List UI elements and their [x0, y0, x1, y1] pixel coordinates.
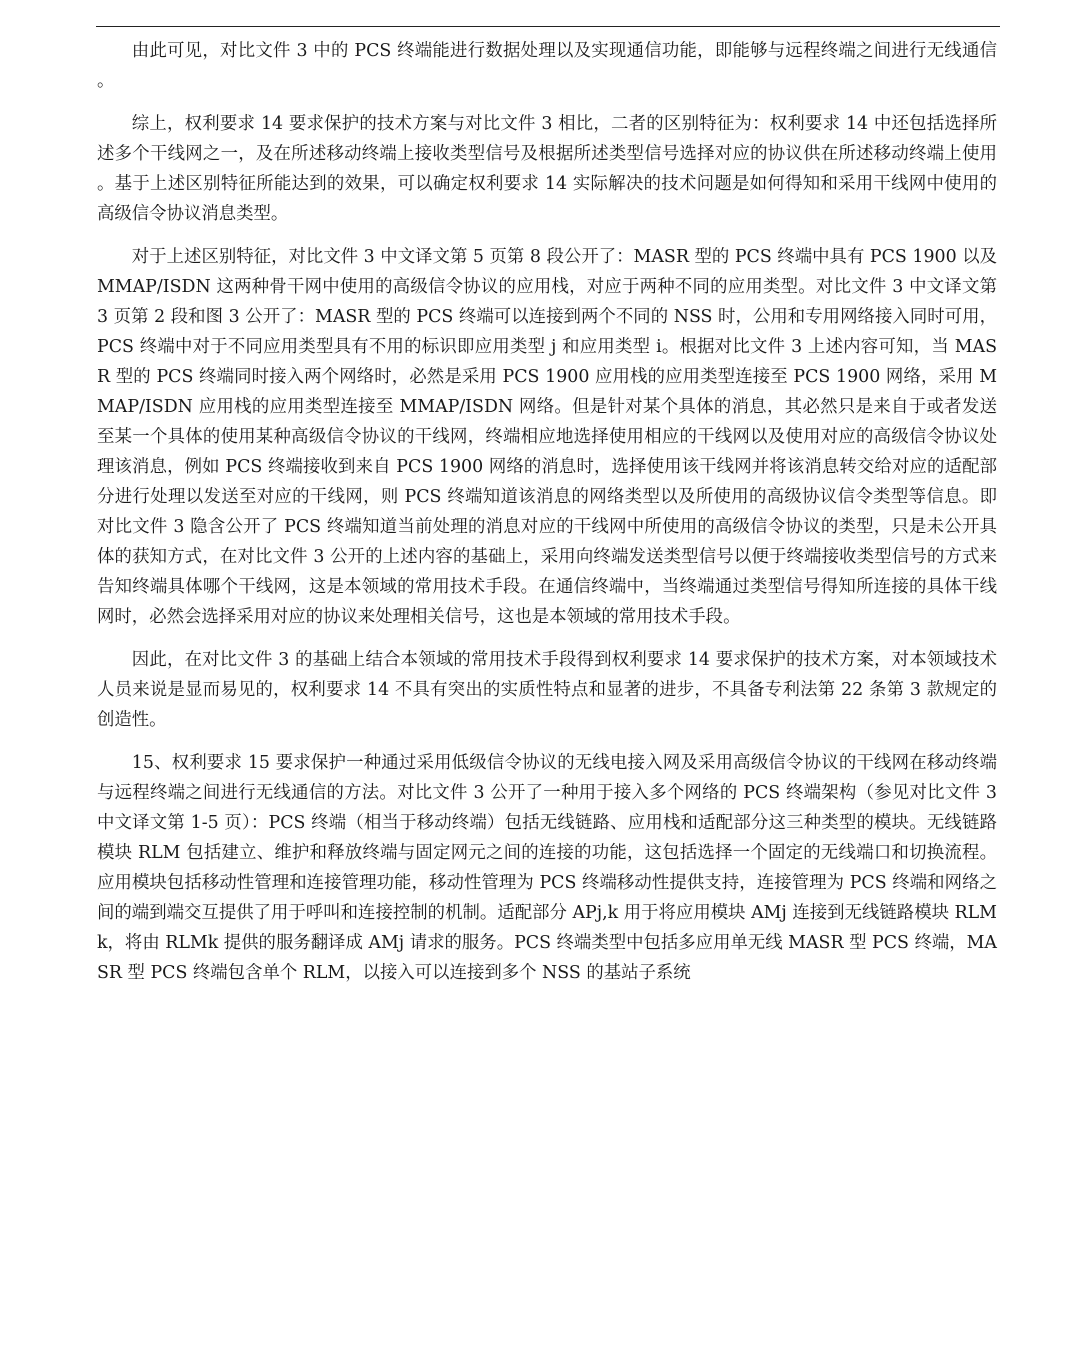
paragraph-distinguishing-feature-analysis: 对于上述区别特征，对比文件 3 中文译文第 5 页第 8 段公开了：MASR 型的 PCS 终端中具有 PCS 1900 以及 MMAP/ISDN 这两种骨干网中使用的高级信令协议的应用栈，对应于两种不同的应用类型。对比文件 3 中文译文第 3 页第 2 段和图 3 公开了：MASR 型的 PCS 终端可以连接到两个不同的 NSS 时，公用和专用网络接入同时可用，PCS 终端中对于不同应用类型具有不用的标识即应用类型 j 和应用类型 i。根据对比文件 3 上述内容可知，当 MASR 型的 PCS 终端同时接入两个网络时，必然是采用 PCS 1900 应用栈的应用类型连接至 PCS 1900 网络，采用 MMAP/ISDN 应用栈的应用类型连接至 MMAP/ISDN 网络。但是针对某个具体的消息，其必然只是来自于或者发送至某一个具体的使用某种高级信令协议的干线网，终端相应地选择使用相应的干线网以及使用对应的高级信令协议处理该消息，例如 PCS 终端接收到来自 PCS 1900 网络的消息时，选择使用该干线网并将该消息转交给对应的适配部分进行处理以发送至对应的干线网，则 PCS 终端知道该消息的网络类型以及所使用的高级协议信令类型等信息。即对比文件 3 隐含公开了 PCS 终端知道当前处理的消息对应的干线网中所使用的高级信令协议的类型，只是未公开具体的获知方式，在对比文件 3 公开的上述内容的基础上，采用向终端发送类型信号以便于终端接收类型信号的方式来告知终端具体哪个干线网，这是本领域的常用技术手段。在通信终端中，当终端通过类型信号得知所连接的具体干线网时，必然会选择采用对应的协议来处理相关信号，这也是本领域的常用技术手段。: [97, 247, 997, 627]
paragraph-conclusion-wireless: 由此可见，对比文件 3 中的 PCS 终端能进行数据处理以及实现通信功能，即能够与远程终端之间进行无线通信。: [97, 41, 997, 91]
paragraph-claim14-inventiveness: 因此，在对比文件 3 的基础上结合本领域的常用技术手段得到权利要求 14 要求保护的技术方案，对本领域技术人员来说是显而易见的，权利要求 14 不具有突出的实质性特点和显著的进步，不具备专利法第 22 条第 3 款规定的创造性。: [97, 650, 997, 730]
paragraph-claim15: 15、权利要求 15 要求保护一种通过采用低级信令协议的无线电接入网及采用高级信令协议的干线网在移动终端与远程终端之间进行无线通信的方法。对比文件 3 公开了一种用于接入多个网络的 PCS 终端架构（参见对比文件 3 中文译文第 1-5 页）：PCS 终端（相当于移动终端）包括无线链路、应用栈和适配部分这三种类型的模块。无线链路模块 RLM 包括建立、维护和释放终端与固定网元之间的连接的功能，这包括选择一个固定的无线端口和切换流程。应用模块包括移动性管理和连接管理功能，移动性管理为 PCS 终端移动性提供支持，连接管理为 PCS 终端和网络之间的端到端交互提供了用于呼叫和连接控制的机制。适配部分 APj,k 用于将应用模块 AMj 连接到无线链路模块 RLMk，将由 RLMk 提供的服务翻译成 AMj 请求的服务。PCS 终端类型中包括多应用单无线 MASR 型 PCS 终端，MASR 型 PCS 终端包含单个 RLM，以接入可以连接到多个 NSS 的基站子系统: [97, 753, 997, 983]
header-rule: [96, 26, 1000, 27]
paragraph-claim14-difference: 综上，权利要求 14 要求保护的技术方案与对比文件 3 相比，二者的区别特征为：权利要求 14 中还包括选择所述多个干线网之一，及在所述移动终端上接收类型信号及根据所述类型信号选择对应的协议供在所述移动终端上使用。基于上述区别特征所能达到的效果，可以确定权利要求 14 实际解决的技术问题是如何得知和采用干线网中使用的高级信令协议消息类型。: [97, 114, 997, 224]
document-body: [97, 36, 997, 988]
